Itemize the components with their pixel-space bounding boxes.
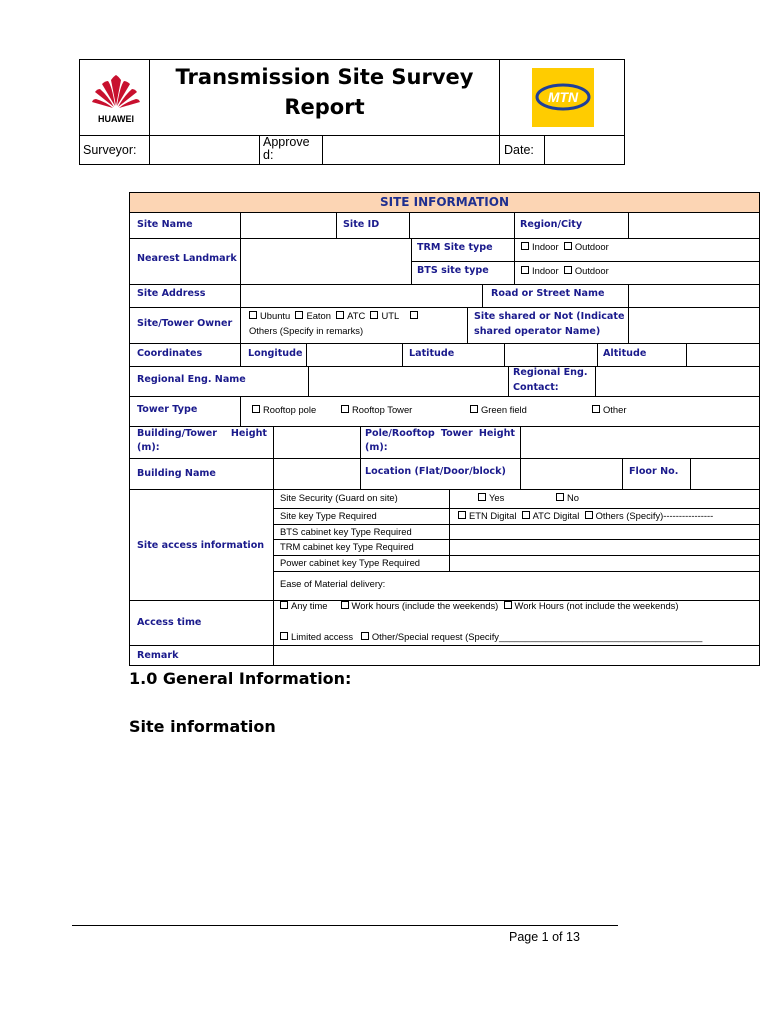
owner-options-line-1 [249,309,421,323]
owner-option-ubuntu[interactable] [249,310,290,321]
tower-option-other[interactable] [592,403,626,417]
location-field[interactable] [521,459,621,488]
pole-height-word-1: Pole/Rooftop [365,428,435,439]
tower-type-label: Tower Type [137,404,198,415]
building-name-label: Building Name [137,468,216,479]
surveyor-label: Surveyor: [83,143,137,157]
security-yes-option[interactable] [478,491,504,505]
pole-height-field[interactable] [521,427,758,457]
atc-digital-text: ATC Digital [532,510,580,521]
trm-key-field[interactable] [450,540,758,554]
region-city-label: Region/City [520,219,583,230]
checkbox-icon[interactable] [556,493,564,501]
checkbox-icon[interactable] [564,266,572,274]
bts-key-field[interactable] [450,525,758,539]
huawei-logo-icon [90,74,142,108]
longitude-label: Longitude [248,348,303,359]
latitude-field[interactable] [505,344,596,365]
owner-atc-text: ATC [347,310,366,321]
location-label: Location (Flat/Door/block) [365,466,506,477]
mtn-logo-icon [532,68,594,127]
owner-eaton-text: Eaton [306,310,331,321]
any-time-text: Any time [291,600,328,611]
checkbox-icon[interactable] [280,632,288,640]
bts-site-type-label: BTS site type [417,265,489,276]
checkbox-icon[interactable] [592,405,600,413]
footer-divider [72,925,618,926]
tower-option-rooftop-tower[interactable] [341,403,412,417]
site-security-label: Site Security (Guard on site) [280,492,398,503]
bts-indoor-option[interactable] [521,265,559,276]
owner-options-line-2: Others (Specify in remarks) [249,325,364,336]
regional-eng-contact-field[interactable] [596,367,758,395]
date-label: Date: [504,143,534,157]
site-access-info-label: Site access information [137,540,265,551]
ease-delivery-label: Ease of Material delivery: [280,578,386,589]
nearest-landmark-field[interactable] [241,239,410,283]
checkbox-icon[interactable] [252,405,260,413]
etn-digital-option[interactable] [458,510,516,521]
remark-label: Remark [137,650,179,661]
owner-utl-text: UTL [381,310,400,321]
owner-option-atc[interactable] [336,310,365,321]
site-shared-field[interactable] [629,308,758,342]
pole-height-label [365,427,515,455]
work-hours-excl-text: Work Hours (not include the weekends) [514,600,679,611]
floor-no-field[interactable] [691,459,758,488]
report-header-table [79,59,625,165]
site-information-table [129,192,760,666]
checkbox-icon[interactable] [370,311,378,319]
bts-outdoor-text: Outdoor [574,265,609,276]
regional-eng-contact-label [513,365,587,395]
checkbox-icon[interactable] [521,242,529,250]
longitude-field[interactable] [307,344,401,365]
power-key-label: Power cabinet key Type Required [280,557,421,568]
trm-indoor-text: Indoor [532,241,559,252]
work-hours-incl-option[interactable] [341,600,499,611]
bts-site-type-options [521,264,609,278]
others-specify-text: Others (Specify)---------------- [595,510,714,521]
checkbox-icon[interactable] [336,311,344,319]
access-time-options-line-1 [280,599,678,613]
work-hours-incl-text: Work hours (include the weekends) [351,600,499,611]
any-time-option[interactable] [280,600,327,611]
atc-digital-option[interactable] [522,510,580,521]
approved-field[interactable] [323,136,498,164]
power-key-field[interactable] [450,556,758,570]
trm-outdoor-option[interactable] [564,241,609,252]
floor-no-label: Floor No. [629,466,679,477]
building-height-unit: (m): [137,442,160,453]
trm-site-type-options [521,240,609,254]
security-yes-text: Yes [489,492,505,503]
bts-indoor-text: Indoor [532,265,559,276]
site-tower-owner-label: Site/Tower Owner [137,318,233,329]
building-height-word-1: Building/Tower [137,428,218,439]
checkbox-icon[interactable] [341,601,349,609]
pole-height-word-2: Tower [440,428,473,439]
site-id-label: Site ID [343,219,380,230]
tower-option-rooftop-pole[interactable] [252,403,316,417]
remark-field[interactable] [274,646,758,665]
pole-height-word-3: Height [478,428,515,439]
checkbox-icon[interactable] [249,311,257,319]
road-name-label: Road or Street Name [491,288,605,299]
security-no-option[interactable] [556,491,579,505]
trm-outdoor-text: Outdoor [574,241,609,252]
building-height-word-2: Height [230,428,267,439]
huawei-logo-text: HUAWEI [98,114,134,124]
huawei-logo [90,74,142,124]
building-height-field[interactable] [274,427,359,457]
limited-access-option[interactable] [280,631,353,642]
latitude-label: Latitude [409,348,455,359]
bts-outdoor-option[interactable] [564,265,609,276]
trm-indoor-option[interactable] [521,241,559,252]
coordinates-label: Coordinates [137,348,203,359]
pole-height-unit: (m): [365,442,388,453]
trm-site-type-label: TRM Site type [417,242,493,253]
site-shared-label [474,309,625,339]
tower-option-green-field[interactable] [470,403,527,417]
date-field[interactable] [545,136,624,164]
site-name-label: Site Name [137,219,193,230]
checkbox-icon[interactable] [470,405,478,413]
mtn-logo [532,68,594,127]
tower-other-text: Other [603,404,627,415]
approved-label-line-1: Approve [263,135,310,149]
site-shared-label-line-2: shared operator Name) [474,326,601,337]
work-hours-excl-option[interactable] [504,600,679,611]
other-special-text: Other/Special request (Specify_______________________________________ [371,631,703,642]
mtn-logo-text: MTN [547,89,579,105]
etn-digital-text: ETN Digital [469,510,517,521]
checkbox-icon[interactable] [585,511,593,519]
site-id-field[interactable] [410,214,513,237]
surveyor-field[interactable] [150,136,258,164]
owner-option-eaton[interactable] [295,310,331,321]
tower-rooftop-tower-text: Rooftop Tower [352,404,413,415]
security-no-text: No [567,492,579,503]
approved-label [263,136,310,162]
site-key-label: Site key Type Required [280,510,377,521]
site-address-label: Site Address [137,288,206,299]
checkbox-icon[interactable] [504,601,512,609]
access-time-options-line-2 [280,630,702,644]
general-information-heading: 1.0 General Information: [129,669,352,688]
tower-green-field-text: Green field [481,404,527,415]
altitude-field[interactable] [687,344,758,365]
approved-label-line-2: d: [263,148,274,162]
nearest-landmark-label: Nearest Landmark [137,253,237,264]
page-number: Page 1 of 13 [509,930,580,944]
checkbox-icon[interactable] [295,311,303,319]
owner-option-others-checkbox[interactable] [410,311,418,319]
regional-eng-name-field[interactable] [309,367,507,395]
road-name-field[interactable] [629,285,758,306]
building-height-label [137,427,267,455]
checkbox-icon[interactable] [458,511,466,519]
region-city-field[interactable] [629,214,758,237]
checkbox-icon[interactable] [361,632,369,640]
owner-ubuntu-text: Ubuntu [260,310,291,321]
building-name-field[interactable] [274,459,359,488]
checkbox-icon[interactable] [341,405,349,413]
site-address-field[interactable] [241,285,481,306]
altitude-label: Altitude [603,348,647,359]
report-title [150,62,499,122]
regional-eng-contact-line-2: Contact: [513,382,559,393]
checkbox-icon[interactable] [280,601,288,609]
site-shared-label-line-1: Site shared or Not (Indicate [474,311,625,322]
trm-key-label: TRM cabinet key Type Required [280,541,414,552]
other-special-option[interactable] [361,631,703,642]
checkbox-icon[interactable] [522,511,530,519]
tower-rooftop-pole-text: Rooftop pole [263,404,317,415]
checkbox-icon[interactable] [478,493,486,501]
site-name-field[interactable] [241,214,335,237]
site-information-banner: SITE INFORMATION [130,193,759,213]
checkbox-icon[interactable] [564,242,572,250]
owner-option-utl[interactable] [370,310,399,321]
regional-eng-contact-line-1: Regional Eng. [513,367,588,378]
bts-key-label: BTS cabinet key Type Required [280,526,412,537]
site-information-heading: Site information [129,717,276,736]
report-title-line-2: Report [284,95,365,119]
site-key-options [458,509,713,523]
limited-access-text: Limited access [291,631,354,642]
access-time-label: Access time [137,617,202,628]
regional-eng-name-label: Regional Eng. Name [137,374,246,385]
checkbox-icon[interactable] [521,266,529,274]
report-title-line-1: Transmission Site Survey [175,65,474,89]
others-specify-option[interactable] [585,510,714,521]
